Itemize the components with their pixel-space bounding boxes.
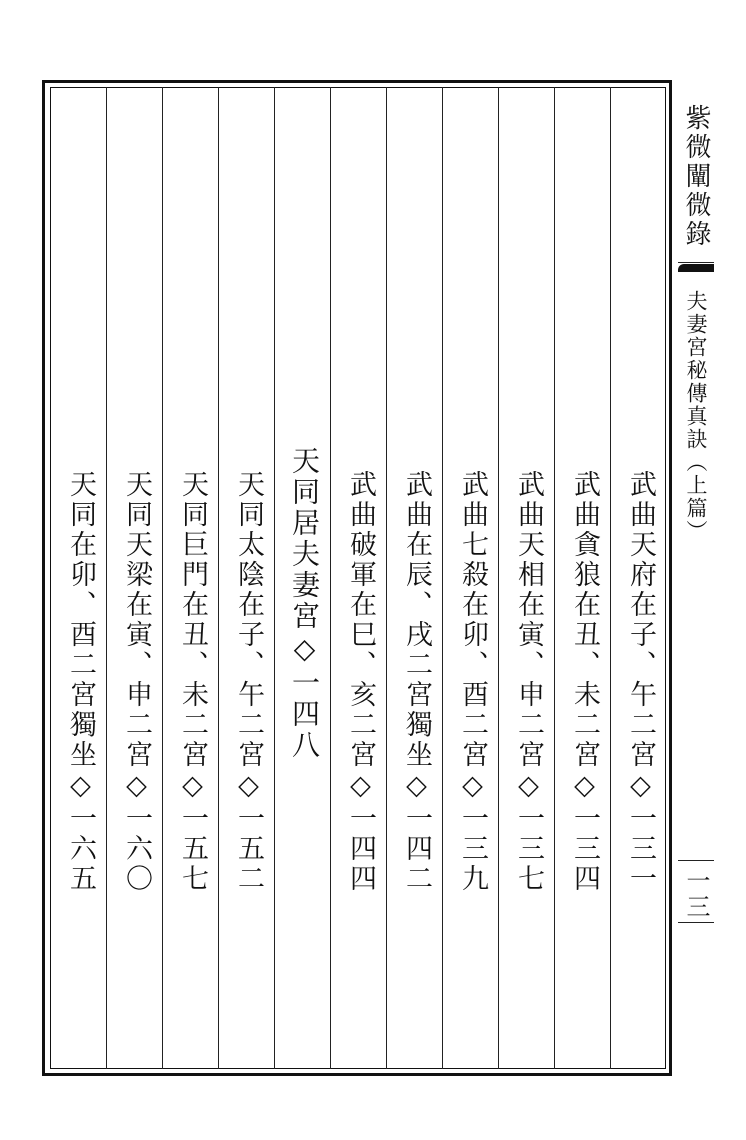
toc-entry: 武曲七殺在卯、酉二宮◇一三九 xyxy=(457,470,488,894)
margin-divider xyxy=(678,922,714,923)
book-title: 紫微闡微錄 xyxy=(681,104,711,249)
chapter-title: 夫妻宮秘傳真訣（上篇） xyxy=(684,290,708,543)
toc-entry: 天同天梁在寅、申二宮◇一六〇 xyxy=(121,470,152,894)
toc-entry: 天同太陰在子、午二宮◇一五二 xyxy=(233,470,264,894)
toc-entry: 武曲天府在子、午二宮◇一三一 xyxy=(625,470,656,894)
toc-entry: 武曲貪狼在丑、未二宮◇一三四 xyxy=(569,470,600,894)
margin-divider xyxy=(678,860,714,861)
toc-entry: 武曲在辰、戌二宮獨坐◇一四二 xyxy=(401,470,432,894)
toc-entry: 武曲天相在寅、申二宮◇一三七 xyxy=(513,470,544,894)
toc-entry: 武曲破軍在巳、亥二宮◇一四四 xyxy=(345,470,376,894)
margin-divider xyxy=(678,262,714,263)
toc-entry: 天同在卯、酉二宮獨坐◇一六五 xyxy=(65,470,96,894)
toc-entry: 天同巨門在丑、未二宮◇一五七 xyxy=(177,470,208,894)
margin-fishtail-mark xyxy=(678,264,714,272)
page-number: 一三 xyxy=(682,868,710,920)
toc-section-heading: 天同居夫妻宮◇一四八 xyxy=(288,446,321,761)
